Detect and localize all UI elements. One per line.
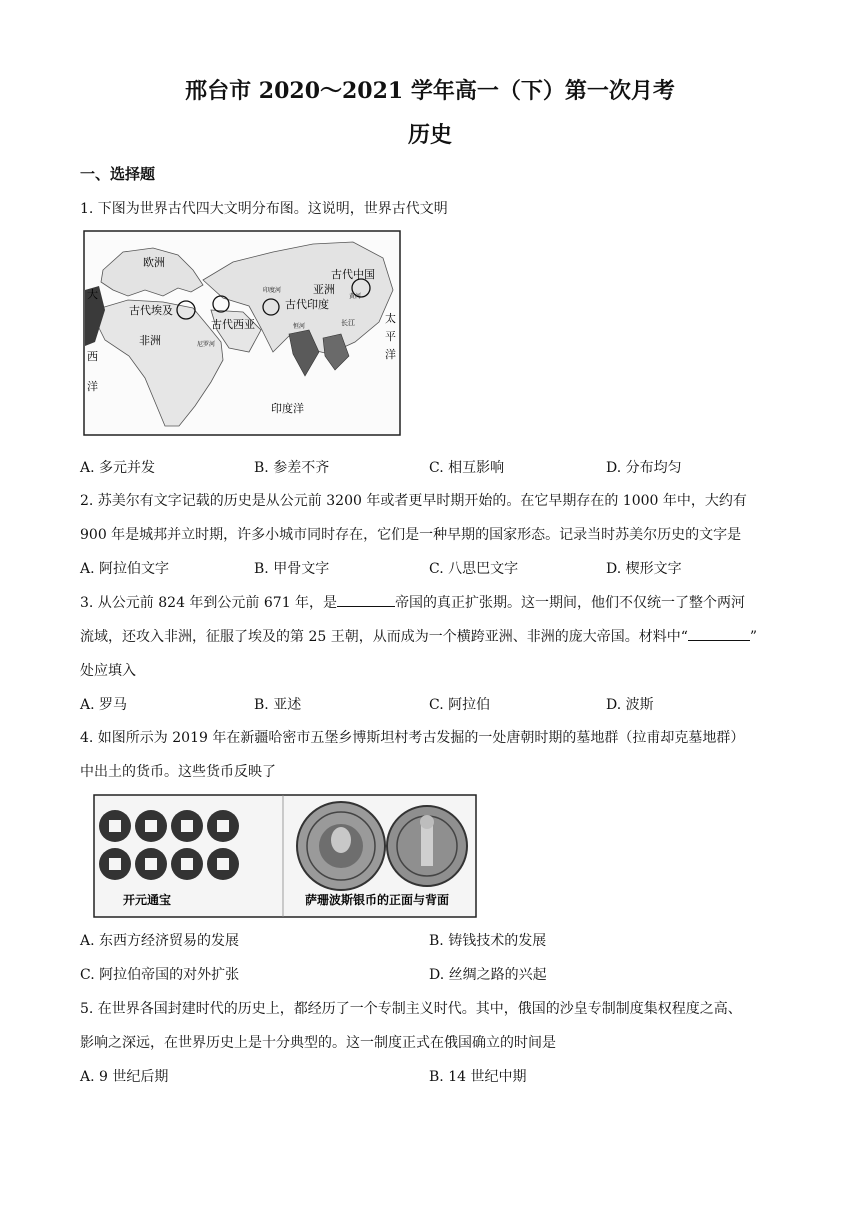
q4-option-d[interactable]: D. 丝绸之路的兴起: [429, 967, 547, 983]
q3-blank: [337, 594, 395, 607]
q1-option-d[interactable]: D. 分布均匀: [606, 460, 682, 476]
map-label-pacific-2: 平: [385, 330, 396, 343]
map-label-ganges: 恒河: [293, 323, 306, 330]
q2-option-c[interactable]: C. 八思巴文字: [429, 561, 519, 577]
question-3-stem-line-1: [80, 592, 745, 612]
q3-stem-line2-part-1: 流域，还攻入非洲，征服了埃及的第 25 王朝，从而成为一个横跨亚洲、非洲的庞大帝国。材料中“: [80, 629, 688, 645]
map-label-yangtze: 长江: [341, 319, 355, 327]
map-label-pacific-1: 太: [385, 312, 396, 325]
q3-stem-part-1: 3. 从公元前 824 年到公元前 671 年，是: [80, 595, 338, 611]
q2-option-a[interactable]: A. 阿拉伯文字: [80, 561, 170, 577]
map-label-nile: 尼罗河: [197, 341, 216, 348]
question-3-stem-line-2: [80, 626, 757, 646]
map-label-indian-ocean: 印度洋: [271, 402, 304, 415]
coins-figure: [93, 794, 477, 918]
question-2-stem-line-2: 900 年是城邦并立时期，许多小城市同时存在，它们是一种早期的国家形态。记录当时苏美尔历史的文字是: [80, 527, 742, 543]
q3-stem-line2-part-2: ”: [749, 629, 758, 645]
q3-blank-2: [688, 628, 750, 641]
map-label-asia: 亚洲: [313, 283, 335, 296]
q5-option-a[interactable]: A. 9 世纪后期: [80, 1069, 169, 1085]
map-label-west-asia: 古代西亚: [211, 318, 255, 331]
map-label-europe: 欧洲: [143, 256, 165, 269]
caption-kaiyuan: 开元通宝: [123, 893, 172, 907]
q4-option-b[interactable]: B. 铸钱技术的发展: [429, 933, 547, 949]
sasanian-coin-front: [297, 802, 385, 890]
subject-title: 历史: [407, 122, 452, 148]
question-1-stem: 1. 下图为世界古代四大文明分布图。这说明，世界古代文明: [80, 201, 448, 217]
map-label-atlantic-2: 西: [87, 350, 98, 363]
sasanian-coin-back: [387, 806, 467, 886]
map-label-africa: 非洲: [139, 334, 161, 347]
question-5-stem-line-1: 5. 在世界各国封建时代的历史上，都经历了一个专制主义时代。其中，俄国的沙皇专制制度集权程度之高、: [80, 1001, 742, 1017]
q2-option-b[interactable]: B. 甲骨文字: [254, 561, 330, 577]
q3-option-d[interactable]: D. 波斯: [606, 697, 654, 713]
map-label-atlantic-3: 洋: [87, 380, 98, 393]
section-heading: 一、选择题: [80, 165, 156, 183]
q4-option-a[interactable]: A. 东西方经济贸易的发展: [80, 933, 240, 949]
map-label-atlantic-1: 大: [87, 288, 98, 301]
q1-option-a[interactable]: A. 多元并发: [80, 460, 156, 476]
q3-stem-part-2: 帝国的真正扩张期。这一期间，他们不仅统一了整个两河: [395, 595, 746, 611]
question-4-stem-line-2: 中出土的货币。这些货币反映了: [80, 764, 276, 780]
q1-option-c[interactable]: C. 相互影响: [429, 460, 505, 476]
question-4-stem-line-1: 4. 如图所示为 2019 年在新疆哈密市五堡乡博斯坦村考古发掘的一处唐朝时期的墓地群（拉甫却克墓地群）: [80, 730, 745, 746]
q4-option-c[interactable]: C. 阿拉伯帝国的对外扩张: [80, 967, 240, 983]
question-3-stem-line-3: 处应填入: [80, 663, 136, 679]
q3-option-a[interactable]: A. 罗马: [80, 697, 128, 713]
map-label-china: 古代中国: [331, 268, 375, 281]
q5-option-b[interactable]: B. 14 世纪中期: [429, 1069, 527, 1085]
q1-option-b[interactable]: B. 参差不齐: [254, 460, 330, 476]
question-5-stem-line-2: 影响之深远，在世界历史上是十分典型的。这一制度正式在俄国确立的时间是: [80, 1035, 556, 1051]
map-label-india: 古代印度: [285, 298, 329, 311]
map-label-yellow-river: 黄河: [349, 293, 362, 300]
q3-option-b[interactable]: B. 亚述: [254, 697, 302, 713]
question-2-stem-line-1: 2. 苏美尔有文字记载的历史是从公元前 3200 年或者更早时期开始的。在它早期存在的 1000 年中，大约有: [80, 493, 747, 509]
exam-title: 邢台市 2020～2021 学年高一（下）第一次月考: [185, 78, 675, 104]
map-label-egypt: 古代埃及: [129, 304, 173, 317]
q3-option-c[interactable]: C. 阿拉伯: [429, 697, 491, 713]
map-label-indus: 印度河: [263, 287, 282, 294]
q2-option-d[interactable]: D. 楔形文字: [606, 561, 682, 577]
ancient-civilizations-map: [83, 230, 401, 436]
caption-sasanian: 萨珊波斯银币的正面与背面: [305, 893, 450, 907]
map-label-pacific-3: 洋: [385, 348, 396, 361]
